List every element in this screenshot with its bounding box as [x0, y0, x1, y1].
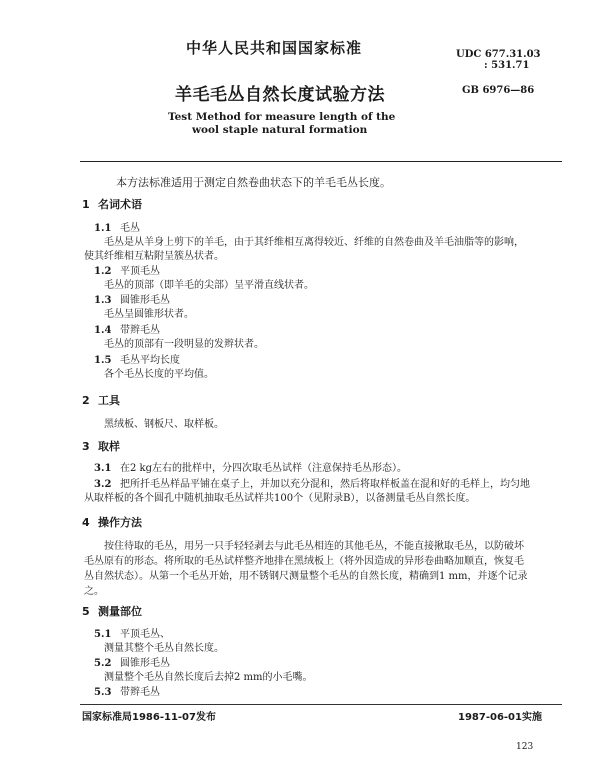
procedure-line4: 之。: [84, 586, 104, 597]
item-5-1-term: 平顶毛丛、: [120, 629, 170, 640]
effective-date: 1987-06-01实施: [458, 712, 542, 723]
item-3-1-number: 3.1: [94, 463, 112, 474]
item-3-1-text: 在2 kg左右的批样中，分四次取毛丛试样（注意保持毛丛形态）。: [120, 463, 408, 474]
item-5-1-text: 测量其整个毛丛自然长度。: [104, 643, 224, 654]
country-standard-heading: 中华人民共和国国家标准: [186, 39, 363, 57]
item-1-4-text: 毛丛的顶部有一段明显的发辫状者。: [104, 339, 264, 350]
udc-code-line1: UDC 677.31.03: [456, 49, 541, 60]
item-1-3-text: 毛丛呈圆锥形状者。: [104, 309, 194, 320]
item-1-4-number: 1.4: [94, 325, 112, 336]
item-1-5-text: 各个毛丛长度的平均值。: [104, 369, 214, 380]
section-5-title: 测量部位: [98, 605, 142, 618]
item-5-2-text: 测量整个毛丛自然长度后去掉2 mm的小毛嘴。: [104, 672, 313, 683]
item-1-3-number: 1.3: [94, 295, 112, 306]
header-rule: [80, 161, 562, 162]
scope-paragraph: 本方法标准适用于测定自然卷曲状态下的羊毛毛丛长度。: [116, 176, 391, 189]
english-title-line2: wool staple natural formation: [192, 124, 368, 136]
udc-code-line2: : 531.71: [484, 60, 530, 71]
issue-date: 国家标准局1986-11-07发布: [82, 712, 216, 723]
item-1-2-text: 毛丛的顶部（即羊毛的尖部）呈平滑直线状者。: [104, 280, 314, 291]
procedure-line2: 毛丛原有的形态。将所取的毛丛试样整齐地排在黑绒板上（将外因造成的异形卷曲略加顺直，恢复毛: [84, 556, 524, 567]
item-5-2-number: 5.2: [94, 658, 112, 669]
section-1-number: 1: [82, 198, 90, 211]
item-3-2-text-line1: 把所扦毛丛样品平铺在桌子上，并加以充分混和，然后将取样板盖在混和好的毛样上，均匀地: [120, 479, 530, 490]
section-3-title: 取样: [98, 440, 120, 453]
item-5-2-term: 圆锥形毛丛: [120, 658, 170, 669]
item-5-1-number: 5.1: [94, 629, 112, 640]
section-1-title: 名词术语: [98, 198, 142, 211]
section-4-title: 操作方法: [98, 516, 142, 529]
item-5-3-number: 5.3: [94, 687, 112, 698]
item-1-5-term: 毛丛平均长度: [120, 355, 180, 366]
item-3-2-number: 3.2: [94, 479, 112, 490]
section-4-number: 4: [82, 516, 90, 529]
item-1-2-term: 平顶毛丛: [120, 266, 160, 277]
procedure-line3: 丛自然状态）。从第一个毛丛开始，用不锈钢尺测量整个毛丛的自然长度，精确到1 mm，并逐个记录: [84, 571, 528, 582]
item-1-1-number: 1.1: [94, 223, 112, 234]
item-1-1-text-line1: 毛丛是从羊身上剪下的羊毛，由于其纤维相互离得较近、纤维的自然卷曲及羊毛油脂等的影响，: [104, 237, 524, 248]
item-1-2-number: 1.2: [94, 266, 112, 277]
footer-rule: [80, 704, 562, 705]
item-1-3-term: 圆锥形毛丛: [120, 295, 170, 306]
page-number: 123: [516, 742, 534, 752]
item-3-2-text-line2: 从取样板的各个圆孔中随机抽取毛丛试样共100个（见附录B），以备测量毛丛自然长度。: [84, 493, 476, 504]
section-5-number: 5: [82, 605, 90, 618]
document-title: 羊毛毛丛自然长度试验方法: [175, 85, 385, 105]
item-1-1-text-line2: 使其纤维相互粘附呈簇丛状者。: [84, 251, 224, 262]
gb-standard-number: GB 6976—86: [462, 85, 535, 96]
section-3-number: 3: [82, 440, 90, 453]
section-2-title: 工具: [98, 394, 120, 407]
item-1-4-term: 带辫毛丛: [120, 325, 160, 336]
tools-list: 黑绒板、钢板尺、取样板。: [104, 419, 224, 430]
procedure-line1: 按住待取的毛丛，用另一只手轻轻剥去与此毛丛相连的其他毛丛，不能直接揪取毛丛，以防破坏: [104, 541, 524, 552]
item-5-3-term: 带辫毛丛: [120, 687, 160, 698]
item-1-5-number: 1.5: [94, 355, 112, 366]
english-title-line1: Test Method for measure length of the: [168, 111, 396, 123]
item-1-1-term: 毛丛: [120, 223, 140, 234]
section-2-number: 2: [82, 394, 90, 407]
